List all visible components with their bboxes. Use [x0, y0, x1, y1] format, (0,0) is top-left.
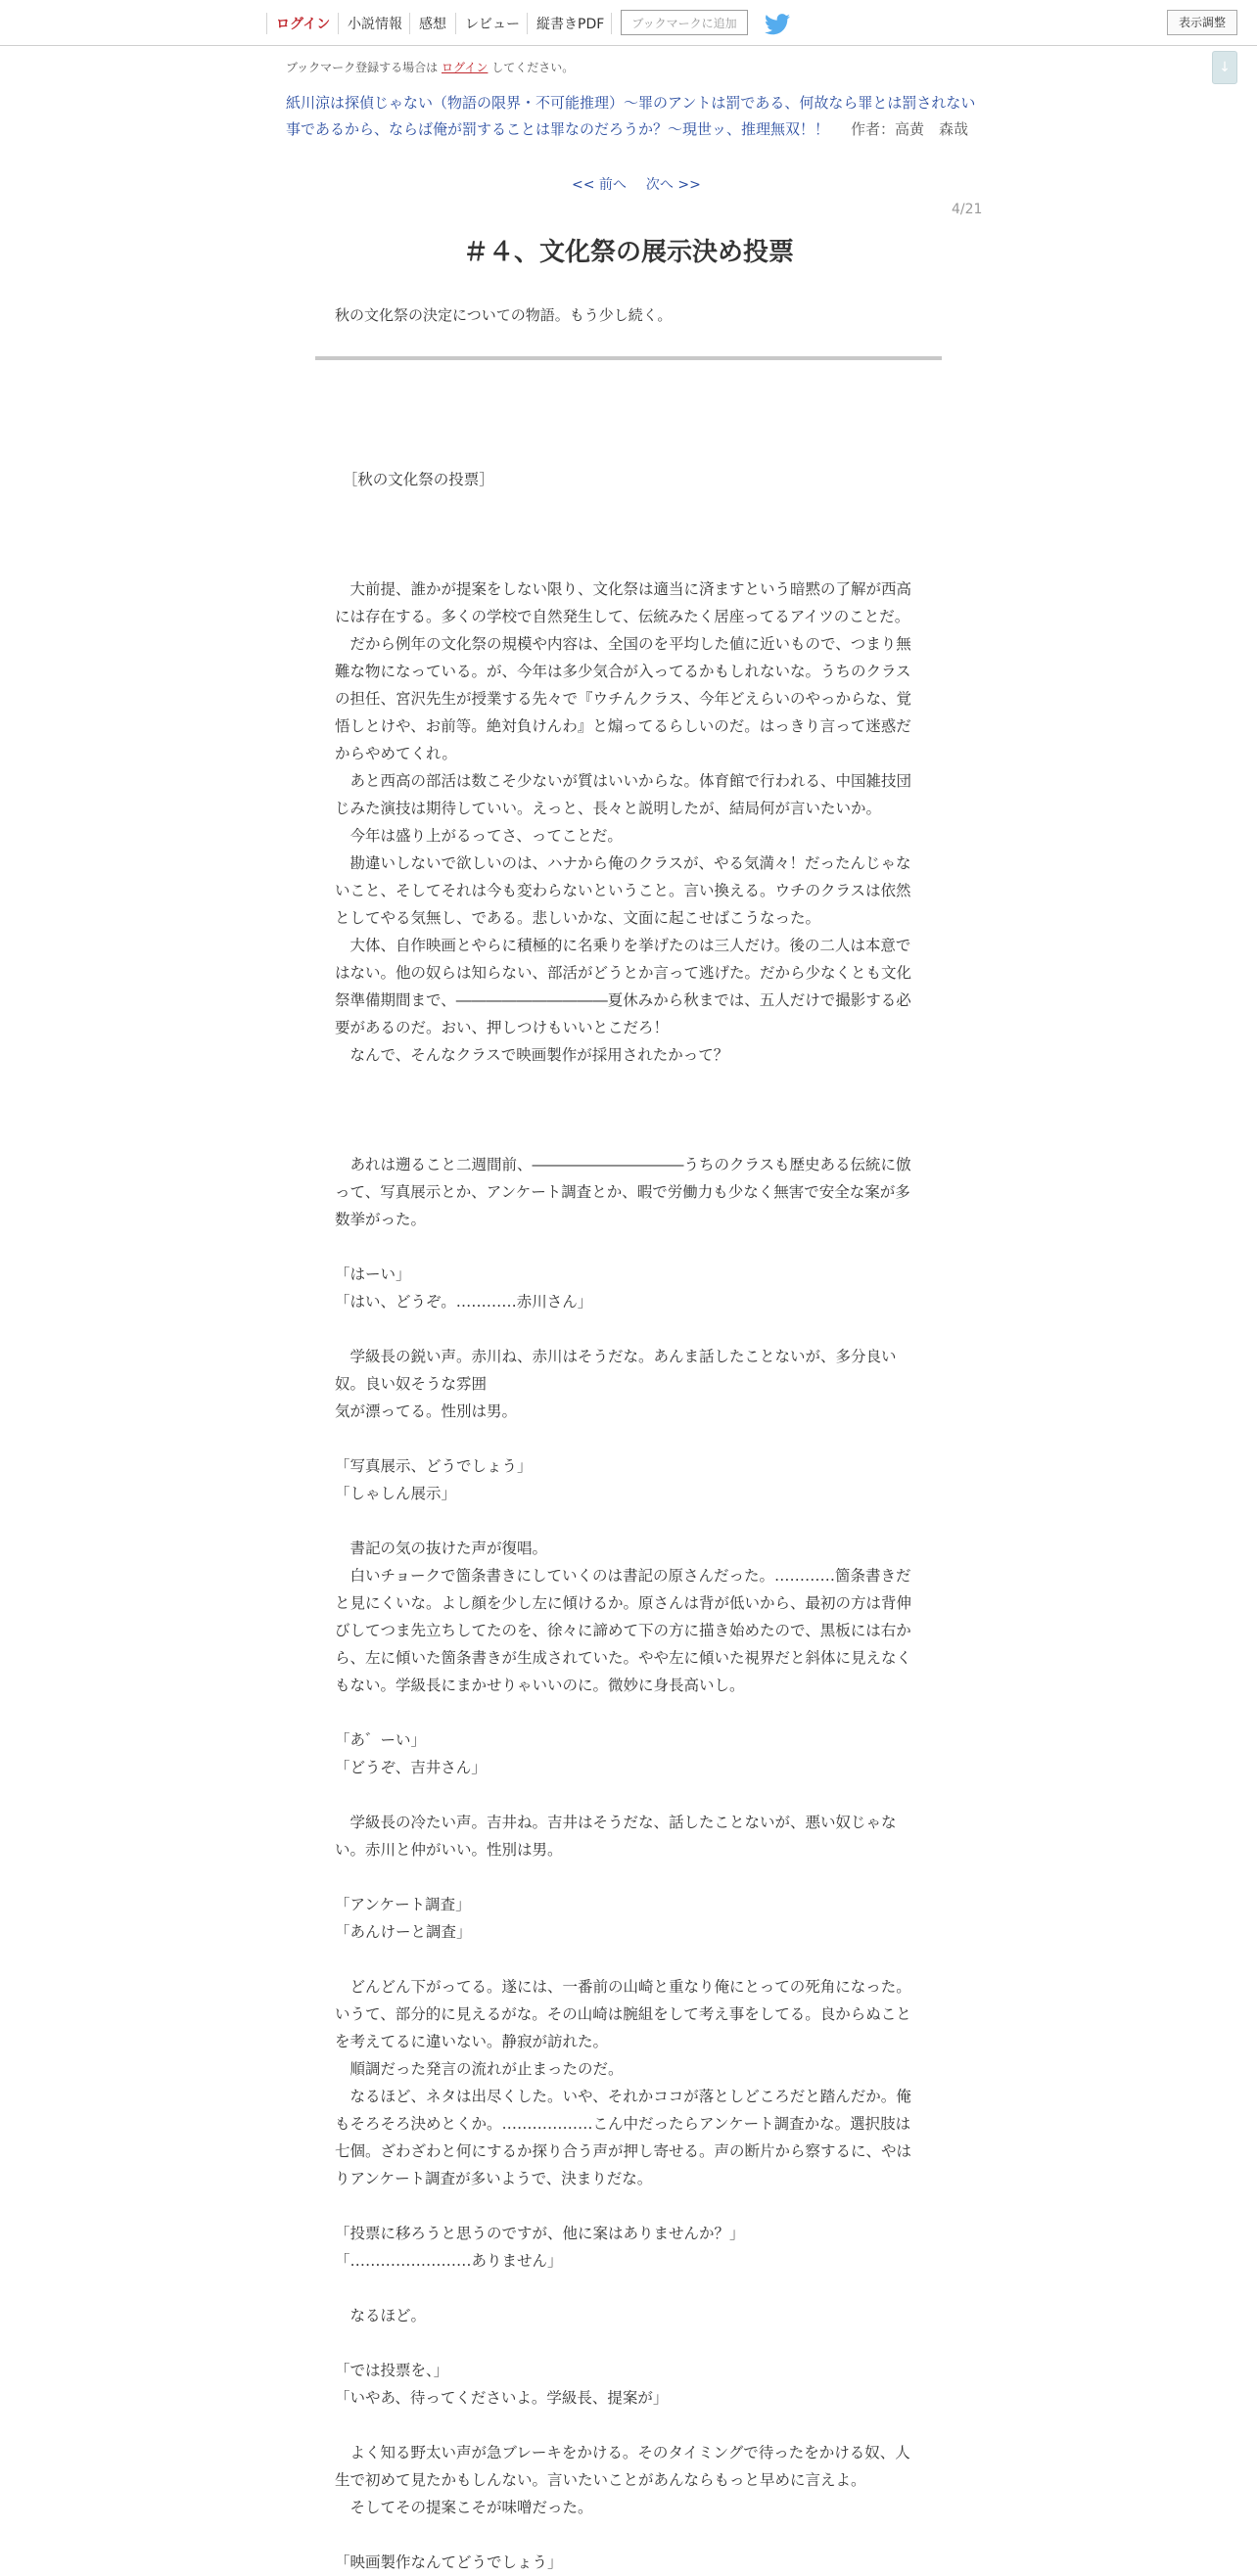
- body-line: 「あ゛ーい」: [335, 1731, 427, 1749]
- bookmark-notice-prefix: ブックマーク登録する場合は: [286, 61, 439, 74]
- body-line: 勘違いしないで欲しいのは、ハナから俺のクラスが、やる気満々！だったんじゃないこと、そしてそれは今も変わらないということ。言い換える。ウチのクラスは依然としてやる気無し、である。悲しいかな、文面に起こせばこうなった。: [335, 854, 911, 927]
- body-line: [335, 1699, 922, 1726]
- notice-login-link[interactable]: ログイン: [442, 61, 489, 74]
- body-line: そしてその提案こそが味噌だった。: [335, 2499, 593, 2516]
- chapter-pager: [572, 174, 721, 194]
- header-separator: [527, 13, 528, 34]
- body-line: [335, 438, 922, 466]
- body-line: [335, 2192, 922, 2220]
- body-line: [335, 2412, 922, 2439]
- body-line: 「はーい」: [335, 1265, 411, 1283]
- body-line: 大体、自作映画とやらに積極的に名乗りを挙げたのは三人だけ。後の二人は本意ではない。他の奴らは知らない、部活がどうとか言って逃げた。だから少なくとも文化祭準備期間まで、――――――――――夏休みから秋までは、五人だけで撮影する必要があるのだ。おい、押しつけもいいとこだろ！: [335, 937, 912, 1036]
- body-line: 「……………………ありません」: [335, 2252, 563, 2270]
- header-separator: [455, 13, 456, 34]
- body-line: [335, 2275, 922, 2302]
- body-line: なるほど、ネタは出尽くした。いや、それかココが落としどころだと踏んだか。俺もそろそろ決めとくか。………………こん中だったらアンケート調査かな。選択肢は七個。ざわざわと何にするか探り合う声が押し寄せる。声の断片から察するに、やはりアンケート調査が多いようで、決まりだな。: [335, 2088, 912, 2187]
- body-line: 白いチョークで箇条書きにしていくのは書記の原さんだった。…………箇条書きだと見にくいな。よし顔を少し左に傾けるか。原さんは背が低いから、最初の方は背伸びしてつま先立ちしてたのを、徐々に諦めて下の方に描き始めたので、黒板には右から、左に傾いた箇条書きが生成されていた。やや左に傾いた視界だと斜体に見えなくもない。学級長にまかせりゃいいのに。微妙に身長高いし。: [335, 1567, 912, 1694]
- chapter-preface: 秋の文化祭の決定についての物語。もう少し続く。: [335, 306, 673, 324]
- nav-impressions-link[interactable]: 感想: [419, 17, 446, 32]
- body-line: 「いやあ、待ってくださいよ。学級長、提案が」: [335, 2389, 669, 2407]
- novel-body: [335, 411, 922, 2576]
- add-bookmark-button[interactable]: ブックマークに追加: [621, 10, 748, 35]
- nav-novel-info-link[interactable]: 小説情報: [348, 17, 402, 32]
- header-separator: [266, 13, 267, 34]
- body-line: 大前提、誰かが提案をしない限り、文化祭は適当に済ますという暗黙の了解が西高には存在する。多くの学校で自然発生して、伝統みたく居座ってるアイツのことだ。: [335, 580, 912, 625]
- body-line: 学級長の鋭い声。赤川ね、赤川はそうだな。あんま話したことないが、多分良い奴。良い奴そうな雰囲 気が漂ってる。性別は男。: [335, 1348, 897, 1420]
- body-line: 「はい、どうぞ。…………赤川さん」: [335, 1293, 593, 1311]
- body-line: [335, 521, 922, 548]
- nav-review-link[interactable]: レビュー: [465, 17, 520, 32]
- header-separator: [338, 13, 339, 34]
- body-line: あれは遡ること二週間前、――――――――――うちのクラスも歴史ある伝統に倣って、写真展示とか、アンケート調査とか、暇で労働力も少なく無害で安全な案が多数挙がった。: [335, 1156, 911, 1228]
- body-line: 順調だった発言の流れが止まったのだ。: [335, 2060, 624, 2078]
- novel-title: [286, 90, 981, 143]
- body-line: [335, 1069, 922, 1096]
- scroll-down-button[interactable]: ↓: [1212, 51, 1237, 84]
- body-line: [335, 411, 922, 438]
- body-line: [335, 1233, 922, 1261]
- display-settings-button[interactable]: 表示調整: [1167, 10, 1237, 35]
- body-line: [335, 548, 922, 575]
- body-line: 「しゃしん展示」: [335, 1485, 457, 1502]
- body-line: 「どうぞ、吉井さん」: [335, 1759, 487, 1776]
- body-line: [335, 1781, 922, 1809]
- top-header: [0, 0, 1257, 46]
- body-line: [335, 1096, 922, 1124]
- body-line: 「では投票を、」: [335, 2362, 449, 2379]
- body-line: 学級長の冷たい声。吉井ね。吉井はそうだな、話したことないが、悪い奴じゃない。赤川と仲がいい。性別は男。: [335, 1814, 897, 1859]
- body-line: 「映画製作なんてどうでしょう」: [335, 2553, 563, 2571]
- body-line: [335, 1425, 922, 1452]
- bookmark-notice: [286, 59, 574, 75]
- body-line: [335, 2329, 922, 2357]
- next-chapter-link[interactable]: 次へ >>: [645, 177, 701, 193]
- body-line: 「アンケート調査」: [335, 1896, 471, 1913]
- bookmark-notice-suffix: してください。: [491, 61, 575, 74]
- body-line: [335, 1124, 922, 1151]
- body-line: よく知る野太い声が急ブレーキをかける。そのタイミングで待ったをかける奴、人生で初めて見たかもしんない。言いたいことがあんならもっと早めに言えよ。: [335, 2444, 910, 2489]
- body-line: どんどん下がってる。遂には、一番前の山崎と重なり俺にとっての死角になった。いうて、部分的に見えるがな。その山崎は腕組をして考え事をしてる。良からぬことを考えてるに違いない。静寂が訪れた。: [335, 1978, 911, 2050]
- header-separator: [611, 13, 612, 34]
- prev-chapter-link[interactable]: << 前へ: [572, 177, 627, 193]
- novel-title-link[interactable]: 紙川涼は探偵じゃない（物語の限界・不可能推理）～罪のアントは罰である、何故なら罪とは罰されない事であるから、ならば俺が罰することは罪なのだろうか？～現世ッ、推理無双！！: [286, 94, 976, 138]
- nav-login-link[interactable]: ログイン: [276, 17, 331, 32]
- body-line: 「あんけーと調査」: [335, 1923, 472, 1941]
- nav-vertical-pdf-link[interactable]: 縦書きPDF: [536, 17, 605, 32]
- body-line: 今年は盛り上がるってさ、ってことだ。: [335, 827, 623, 845]
- body-line: [335, 493, 922, 521]
- body-line: [335, 1863, 922, 1891]
- body-line: なるほど。: [335, 2307, 427, 2324]
- preface-divider: [315, 356, 942, 360]
- body-line: ［秋の文化祭の投票］: [335, 471, 494, 488]
- body-line: [335, 2521, 922, 2549]
- body-line: 書記の気の抜けた声が復唱。: [335, 1540, 548, 1557]
- novel-author: 作者：高黄 森哉: [851, 120, 969, 138]
- body-line: 「写真展示、どうでしょう」: [335, 1457, 533, 1475]
- chapter-page-count: 4/21: [952, 202, 983, 217]
- chapter-title: ＃４、文化祭の展示決め投票: [462, 238, 794, 267]
- body-line: 「投票に移ろうと思うのですが、他に案はありませんか？」: [335, 2225, 745, 2242]
- body-line: だから例年の文化祭の規模や内容は、全国のを平均した値に近いもので、つまり無難な物になっている。が、今年は多少気合が入ってるかもしれないな。うちのクラスの担任、宮沢先生が授業する先々で『ウチんクラス、今年どえらいのやっからな、覚悟しとけや、お前等。絶対負けんわ』と煽ってるらしいのだ。はっきり言って迷惑だからやめてくれ。: [335, 635, 912, 762]
- body-line: [335, 1315, 922, 1343]
- header-separator: [409, 13, 410, 34]
- body-line: [335, 1507, 922, 1535]
- body-line: あと西高の部活は数こそ少ないが質はいいからな。体育館で行われる、中国雑技団じみた演技は期待していい。えっと、長々と説明したが、結局何が言いたいか。: [335, 772, 912, 817]
- body-line: なんで、そんなクラスで映画製作が採用されたかって？: [335, 1046, 729, 1064]
- twitter-icon[interactable]: [765, 14, 790, 35]
- body-line: [335, 1946, 922, 1973]
